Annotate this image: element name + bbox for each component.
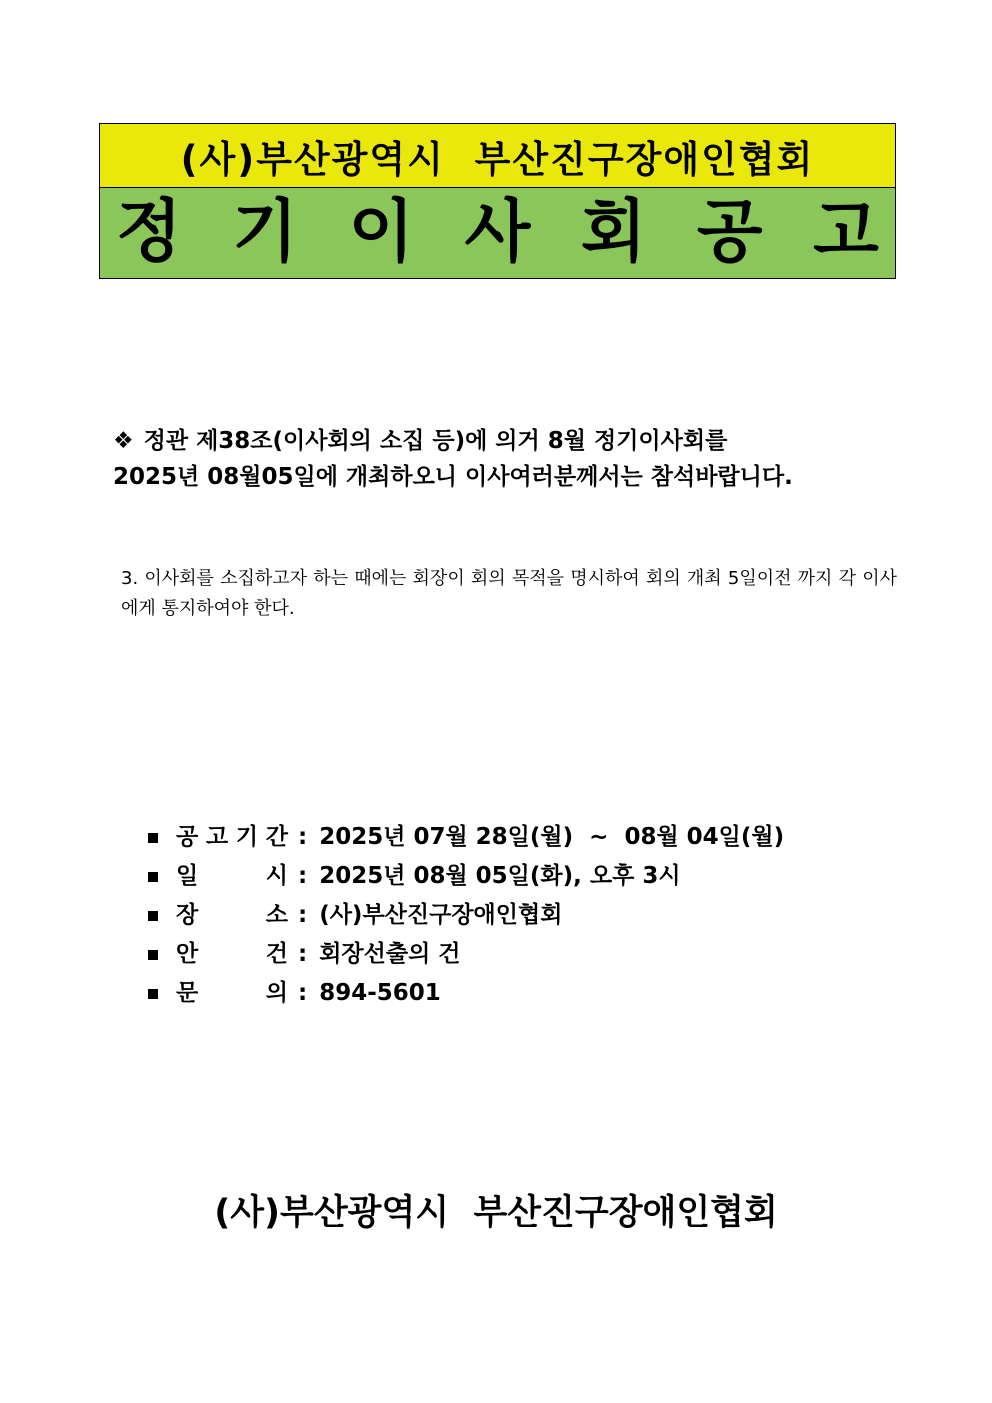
intro-line-2: 2025년 08월05일에 개최하오니 이사여러분께서는 참석바랍니다. <box>113 464 793 490</box>
label-char: 소 <box>265 902 288 928</box>
detail-colon: : <box>298 863 308 889</box>
label-char: 일 <box>176 863 199 889</box>
detail-colon: : <box>298 902 308 928</box>
header-title-char: 이 <box>348 193 415 272</box>
bylaw-clause: 3. 이사회를 소집하고자 하는 때에는 회장이 회의 목적을 명시하여 회의 개최 5일이전 까지 각 이사에게 통지하여야 한다. <box>121 568 897 619</box>
detail-row-inquiry <box>148 974 784 1013</box>
label-char: 공 <box>176 824 199 850</box>
label-char: 문 <box>176 980 199 1006</box>
header-title-char: 공 <box>696 193 763 272</box>
intro-paragraph <box>113 423 903 495</box>
square-bullet-icon <box>148 950 158 960</box>
footer-org-name: (사)부산광역시 부산진구장애인협회 <box>214 1193 778 1233</box>
header-title-char: 정 <box>116 193 182 272</box>
meeting-details-list <box>148 818 784 1013</box>
label-char: 고 <box>205 824 229 850</box>
detail-row-location <box>148 896 784 935</box>
detail-colon: : <box>298 941 308 967</box>
intro-line-1 <box>113 423 903 459</box>
square-bullet-icon <box>148 989 158 999</box>
label-char: 간 <box>265 824 288 850</box>
notice-header <box>99 123 896 279</box>
intro-text-1: 정관 제38조(이사회의 소집 등)에 의거 8월 정기이사회를 <box>143 428 728 454</box>
header-title-char: 회 <box>580 193 647 272</box>
detail-label <box>176 896 288 935</box>
diamond-bullet-icon: ❖ <box>113 428 134 454</box>
detail-value: 2025년 07월 28일(월) ~ 08월 04일(월) <box>319 824 785 850</box>
detail-row-notice-period <box>148 818 784 857</box>
header-title-char: 기 <box>232 193 298 272</box>
header-title-char: 사 <box>464 193 531 272</box>
label-char: 기 <box>235 824 259 850</box>
label-char: 시 <box>265 863 288 889</box>
detail-colon: : <box>298 980 308 1006</box>
label-char: 건 <box>265 941 288 967</box>
detail-row-datetime <box>148 857 784 896</box>
detail-value: (사)부산진구장애인협회 <box>319 902 563 928</box>
label-char: 안 <box>176 941 199 967</box>
detail-colon: : <box>298 824 308 850</box>
label-char: 장 <box>176 902 199 928</box>
label-char: 의 <box>265 980 288 1006</box>
detail-label <box>176 935 288 974</box>
detail-label <box>176 974 288 1013</box>
detail-row-agenda <box>148 935 784 974</box>
header-title-char: 고 <box>813 193 879 272</box>
square-bullet-icon <box>148 833 158 843</box>
detail-value: 2025년 08월 05일(화), 오후 3시 <box>319 863 681 889</box>
square-bullet-icon <box>148 911 158 921</box>
detail-value: 894-5601 <box>319 980 441 1006</box>
header-title <box>100 188 895 278</box>
header-org-name: (사)부산광역시 부산진구장애인협회 <box>100 124 895 188</box>
square-bullet-icon <box>148 872 158 882</box>
detail-value: 회장선출의 건 <box>319 941 461 967</box>
detail-label <box>176 857 288 896</box>
detail-label <box>176 818 288 857</box>
